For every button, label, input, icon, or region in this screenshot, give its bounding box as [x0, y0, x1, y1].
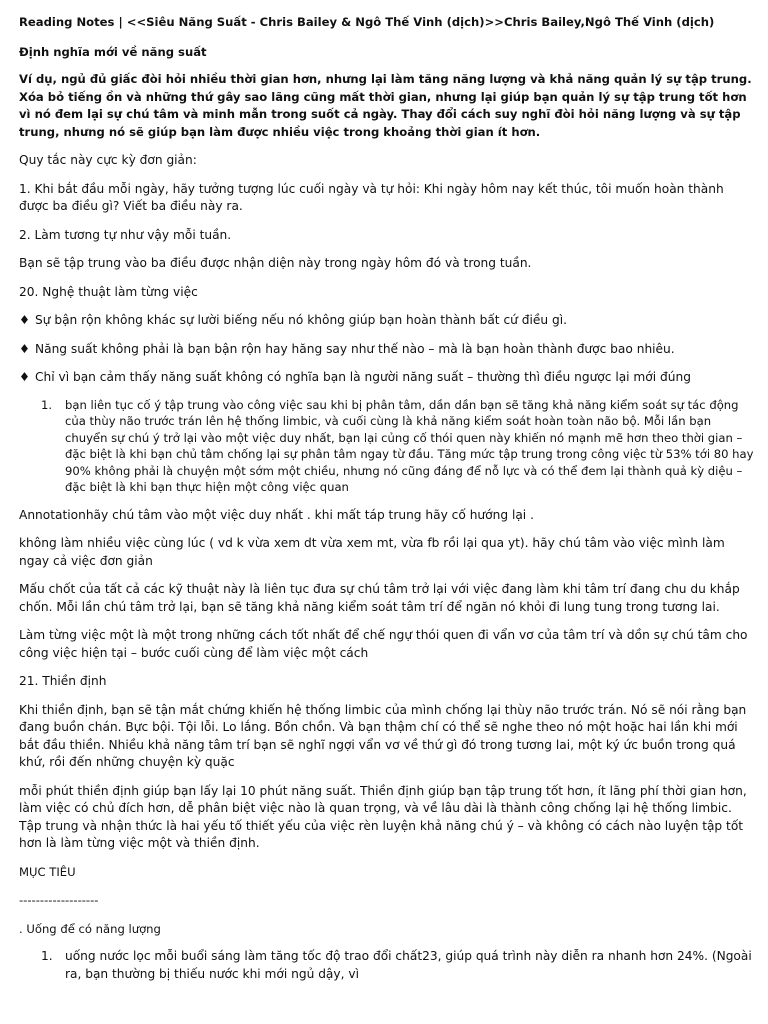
bullet-text: Năng suất không phải là bạn bận rộn hay hăng say như thế nào – mà là bạn hoàn thành được bao nhiêu. — [35, 341, 675, 356]
divider-line: ------------------- — [19, 893, 99, 907]
rule-item-1: 1. Khi bắt đầu mỗi ngày, hãy tưởng tượng lúc cuối ngày và tự hỏi: Khi ngày hôm nay kết thúc, tôi muốn hoàn thành được ba điều gì? Viết ba điều này ra. — [19, 181, 724, 213]
energy-title: . Uống để có năng lượng — [19, 921, 161, 936]
bullet-item — [19, 341, 754, 359]
note-key: Mấu chốt của tất cả các kỹ thuật này là liên tục đưa sự chú tâm trở lại với việc đang làm khi tâm trí đang chu du khắp chốn. Mỗi lần chú tâm trở lại, bạn sẽ tăng khả năng kiểm soát tâm trí để ngăn nó khỏi đi lung tung trong tương lai. — [19, 582, 740, 614]
list-number: 1. — [41, 397, 53, 412]
list-item-text: bạn liên tục cố ý tập trung vào công việc sau khi bị phân tâm, dần dần bạn sẽ tăng khả năng kiểm soát sự tác động của thùy não trước trán lên hệ thống limbic, và cuối cùng là khả năng kiểm soát hoàn toàn não bộ. Mỗi lần bạn chuyển sự chú ý trở lại vào một việc duy nhất, bạn lại củng cố thói quen này khiến nó mạnh mẽ hơn theo thời gian – đặc biệt là khi bạn chủ tâm chống lại sự phân tâm ngay từ đầu. Tăng mức tập trung trong công việc từ 53% tới 80 hay 90% không phải là chuyện một sớm một chiều, nhưng nó cũng đáng để nỗ lực và có thể đem lại thành quả kỳ diệu – đặc biệt là khi bạn thực hiện một công việc quan — [65, 397, 754, 494]
highlight-paragraph: Ví dụ, ngủ đủ giấc đòi hỏi nhiều thời gian hơn, nhưng lại làm tăng năng lượng và khả năng quản lý sự tập trung. Xóa bỏ tiếng ồn và những thứ gây sao lãng cũng mất thời gian, nhưng lại giúp bạn quản lý sự tập trung tốt hơn vì nó đem lại sự chú tâm và minh mẫn trong suốt cả ngày. Thay đổi cách suy nghĩ đòi hỏi năng lượng và sự tập trung, nhưng nó sẽ giúp bạn làm được nhiều việc trong khoảng thời gian ít hơn. — [19, 72, 752, 139]
list-item — [19, 948, 754, 983]
note-one-task: Làm từng việc một là một trong những cách tốt nhất để chế ngự thói quen đi vẩn vơ của tâm trí và dồn sự chú tâm cho công việc hiện tại – bước cuối cùng để làm việc một cách — [19, 628, 748, 660]
list-number: 1. — [41, 949, 53, 963]
diamond-bullet-icon: ♦ — [19, 370, 30, 384]
document-header: Reading Notes | <<Siêu Năng Suất - Chris Bailey & Ngô Thế Vinh (dịch)>>Chris Bailey,Ngô Thế Vinh (dịch) — [19, 15, 715, 29]
rule-item-2: 2. Làm tương tự như vậy mỗi tuần. — [19, 227, 232, 242]
goal-title: MỤC TIÊU — [19, 864, 76, 879]
chapter-21-title: 21. Thiền định — [19, 674, 107, 688]
bullet-text: Chỉ vì bạn cảm thấy năng suất không có nghĩa bạn là người năng suất – thường thì điều ngược lại mới đúng — [35, 370, 691, 384]
diamond-bullet-icon: ♦ — [19, 341, 30, 356]
diamond-bullet-icon: ♦ — [19, 313, 30, 327]
numbered-sub-list — [19, 397, 754, 496]
numbered-water-list — [19, 948, 754, 983]
meditation-paragraph-2: mỗi phút thiền định giúp bạn lấy lại 10 phút năng suất. Thiền định giúp bạn tập trung tốt hơn, ít lãng phí thời gian hơn, làm việc có chủ đích hơn, dễ phân biệt việc nào là quan trọng, và về lâu dài là thành công chống lại hệ thống limbic. Tập trung và nhận thức là hai yếu tố thiết yếu của việc rèn luyện khả năng chú ý – và không có cách nào luyện tập tốt hơn là làm từng việc một và thiền định. — [19, 783, 747, 850]
note-multitask: không làm nhiều việc cùng lúc ( vd k vừa xem dt vừa xem mt, vừa fb rồi lại qua yt). hãy chú tâm vào việc mình làm ngay cả việc đơn giản — [19, 536, 725, 568]
section-title: Định nghĩa mới về năng suất — [19, 44, 207, 59]
rule-intro: Quy tắc này cực kỳ đơn giản: — [19, 153, 197, 167]
list-item — [19, 397, 754, 496]
chapter-20-title: 20. Nghệ thuật làm từng việc — [19, 284, 198, 299]
bullet-item — [19, 369, 754, 387]
bullet-text: Sự bận rộn không khác sự lười biếng nếu nó không giúp bạn hoàn thành bất cứ điều gì. — [35, 313, 567, 327]
annotation-note: Annotationhãy chú tâm vào một việc duy nhất . khi mất táp trung hãy cố hướng lại . — [19, 507, 534, 522]
meditation-paragraph-1: Khi thiền định, bạn sẽ tận mắt chứng khiến hệ thống limbic của mình chống lại thùy não trước trán. Nó sẽ nói rằng bạn đang buồn chán. Bực bội. Tội lỗi. Lo lắng. Bồn chồn. Và bạn thậm chí có thể sẽ nghe theo nó một hoặc hai lần khi mới bắt đầu thiền. Nhiều khả năng tâm trí bạn sẽ nghĩ ngợi vẩn vơ về thứ gì đó trong tương lai, một ký ức buồn trong quá khứ, rồi đến những chuyện kỳ quặc — [19, 702, 747, 769]
bullet-item — [19, 312, 754, 330]
list-item-text: uống nước lọc mỗi buổi sáng làm tăng tốc độ trao đổi chất23, giúp quá trình này diễn ra nhanh hơn 24%. (Ngoài ra, bạn thường bị thiếu nước khi mới ngủ dậy, vì — [65, 949, 752, 981]
rule-focus: Bạn sẽ tập trung vào ba điều được nhận diện này trong ngày hôm đó và trong tuần. — [19, 256, 532, 270]
